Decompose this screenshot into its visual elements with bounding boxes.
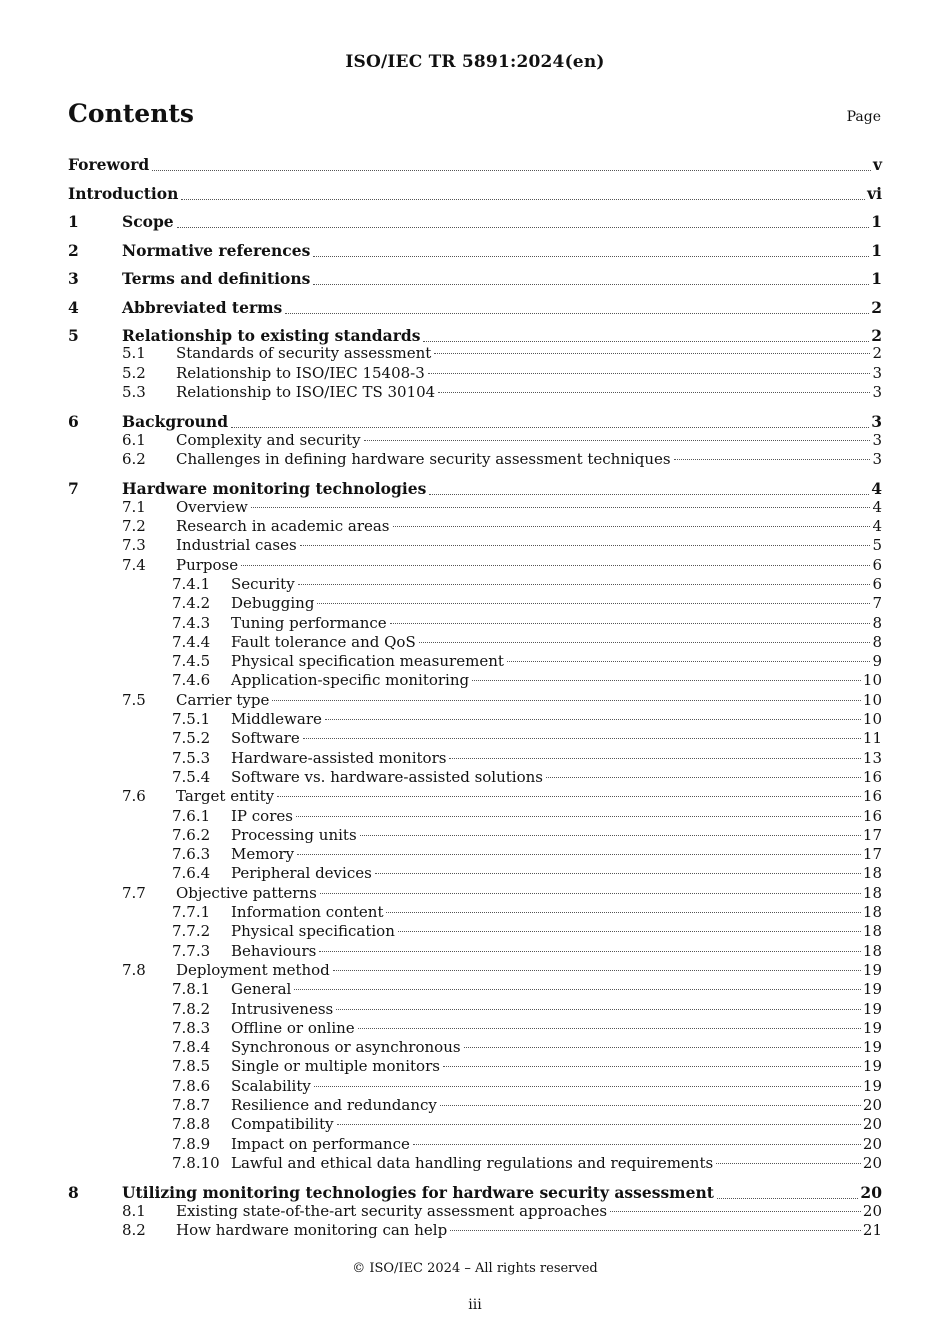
toc-entry-number: 5.2: [122, 363, 146, 382]
dot-leader: [546, 777, 861, 778]
toc-entry-number: 8: [68, 1183, 79, 1203]
toc-entry[interactable]: [68, 1115, 882, 1134]
dot-leader: [398, 931, 861, 932]
toc-entry-number: 7.3: [122, 536, 146, 555]
toc-entry-page: 3: [872, 363, 882, 382]
toc-entry-page: 20: [862, 1115, 882, 1134]
toc-entry-title: Complexity and security: [176, 430, 361, 449]
toc-entry-number: 6.2: [122, 449, 146, 468]
toc-entry-page: 18: [862, 941, 882, 960]
dot-leader: [450, 1230, 861, 1231]
toc-entry-title: Memory: [231, 845, 295, 864]
document-identifier: ISO/IEC TR 5891:2024(en): [345, 52, 605, 72]
toc-entry-title: Behaviours: [231, 941, 317, 960]
toc-entry-number: 7.5.2: [172, 729, 211, 748]
toc-entry-page: 11: [862, 729, 882, 748]
toc-entry[interactable]: [68, 633, 882, 652]
toc-entry[interactable]: [68, 845, 882, 864]
toc-entry-title: Tuning performance: [231, 613, 387, 632]
toc-entry-title: Purpose: [176, 555, 239, 574]
dot-leader: [152, 155, 871, 171]
toc-entry[interactable]: [68, 364, 882, 383]
toc-entry-page: 6: [872, 574, 882, 593]
toc-entry-page: 21: [862, 1220, 882, 1239]
toc-entry-number: 7.4.3: [172, 613, 211, 632]
dot-leader: [674, 459, 871, 460]
toc-entry-page: 1: [871, 269, 882, 288]
toc-entry-title: Fault tolerance and QoS: [231, 632, 416, 651]
dot-leader: [294, 989, 861, 990]
toc-entry-title: Synchronous or asynchronous: [231, 1038, 461, 1057]
dot-leader: [314, 1086, 861, 1087]
toc-entry-page: 20: [862, 1134, 882, 1153]
toc-entry-title: Relationship to existing standards: [122, 326, 421, 345]
toc-entry-number: 7.4.6: [172, 671, 211, 690]
toc-entry[interactable]: [68, 1202, 882, 1221]
toc-entry-number: 4: [68, 297, 79, 317]
toc-entry-title: Hardware monitoring technologies: [122, 479, 427, 499]
dot-leader: [277, 796, 861, 797]
toc-entry-number: 7.4.4: [172, 632, 211, 651]
dot-leader: [364, 440, 871, 441]
toc-entry-number: 7.5.4: [172, 767, 211, 786]
dot-leader: [251, 507, 871, 508]
toc-entry-page: 3: [872, 382, 882, 401]
dot-leader: [449, 758, 860, 759]
toc-entry-number: 7.6.1: [172, 806, 211, 825]
toc-entry[interactable]: [68, 154, 882, 183]
toc-entry-title: Offline or online: [231, 1018, 355, 1037]
toc-entry-title: IP cores: [231, 806, 293, 825]
toc-entry-page: 3: [872, 430, 882, 449]
toc-entry-number: 7.8.10: [172, 1153, 220, 1172]
toc-entry[interactable]: [68, 691, 882, 710]
toc-entry-title: Security: [231, 574, 295, 593]
toc-entry[interactable]: [68, 1000, 882, 1019]
toc-entry-title: Utilizing monitoring technologies for hardware security assessment: [122, 1183, 714, 1203]
toc-entry-number: 7.5.1: [172, 710, 211, 729]
toc-entry[interactable]: [68, 1154, 882, 1183]
toc-entry-page: 1: [871, 212, 882, 231]
toc-entry-number: 7.6.2: [172, 825, 211, 844]
toc-entry-page: 19: [862, 1038, 882, 1057]
dot-leader: [285, 298, 869, 314]
toc-entry-number: 7.5: [122, 690, 146, 709]
toc-entry-page: 20: [862, 1095, 882, 1114]
dot-leader: [241, 565, 870, 566]
dot-leader: [423, 326, 869, 342]
toc-entry-page: 9: [872, 652, 882, 671]
toc-entry[interactable]: [68, 1096, 882, 1115]
toc-entry-page: 18: [862, 903, 882, 922]
dot-leader: [390, 623, 871, 624]
toc-entry-number: 7.7.3: [172, 941, 211, 960]
toc-entry-number: 7: [68, 479, 79, 499]
toc-entry-title: General: [231, 980, 292, 999]
toc-entry-title: Hardware-assisted monitors: [231, 748, 447, 767]
toc-entry-page: 20: [862, 1153, 882, 1172]
toc-entry-page: 3: [872, 449, 882, 468]
toc-entry-page: 10: [862, 710, 882, 729]
toc-entry-title: Single or multiple monitors: [231, 1057, 440, 1076]
toc-entry-number: 3: [68, 269, 79, 288]
toc-entry-title: Intrusiveness: [231, 999, 334, 1018]
toc-entry-title: Software: [231, 729, 300, 748]
toc-entry[interactable]: [68, 1182, 882, 1201]
toc-entry[interactable]: [68, 1135, 882, 1154]
toc-entry-number: 7.8.9: [172, 1134, 211, 1153]
dot-leader: [319, 951, 861, 952]
toc-entry-number: 7.4.5: [172, 652, 211, 671]
toc-entry[interactable]: [68, 826, 882, 845]
toc-entry-title: Target entity: [176, 787, 275, 806]
toc-entry-number: 7.8.2: [172, 999, 211, 1018]
toc-entry[interactable]: [68, 787, 882, 806]
toc-entry-number: 7.8.4: [172, 1038, 211, 1057]
dot-leader: [320, 893, 861, 894]
toc-entry-number: 7.6.4: [172, 864, 211, 883]
toc-entry[interactable]: [68, 922, 882, 941]
toc-entry[interactable]: [68, 903, 882, 922]
toc-entry-number: 5: [68, 326, 79, 345]
copyright-footer: © ISO/IEC 2024 – All rights reserved: [352, 1261, 598, 1276]
toc-entry-number: 7.7.2: [172, 922, 211, 941]
toc-entry-title: Debugging: [231, 594, 315, 613]
toc-entry-title: Challenges in defining hardware security assessment techniques: [176, 449, 671, 468]
toc-entry-title: Compatibility: [231, 1115, 334, 1134]
toc-entry-number: 2: [68, 240, 79, 260]
dot-leader: [717, 1183, 859, 1199]
toc-entry-page: 18: [862, 864, 882, 883]
toc-entry-page: 8: [872, 613, 882, 632]
dot-leader: [472, 680, 861, 681]
toc-entry-number: 7.4: [122, 555, 146, 574]
toc-entry-title: Processing units: [231, 825, 357, 844]
toc-entry-number: 7.7.1: [172, 903, 211, 922]
toc-entry-page: 16: [862, 787, 882, 806]
toc-entry-page: 10: [862, 671, 882, 690]
toc-entry[interactable]: [68, 980, 882, 999]
toc-entry-page: 18: [862, 883, 882, 902]
toc-entry-page: 7: [872, 594, 882, 613]
toc-entry[interactable]: [68, 1077, 882, 1096]
toc-entry[interactable]: [68, 594, 882, 613]
dot-leader: [413, 1144, 861, 1145]
toc-entry-title: Application-specific monitoring: [231, 671, 470, 690]
toc-entry-page: 16: [862, 806, 882, 825]
toc-entry-title: Relationship to ISO/IEC TS 30104: [176, 382, 436, 401]
toc-entry-page: 17: [862, 845, 882, 864]
toc-entry[interactable]: [68, 556, 882, 575]
toc-entry-page: 4: [872, 517, 882, 536]
toc-entry[interactable]: [68, 498, 882, 517]
toc-entry[interactable]: [68, 517, 882, 536]
toc-entry[interactable]: [68, 211, 882, 240]
toc-entry[interactable]: [68, 614, 882, 633]
toc-entry-title: Terms and definitions: [122, 269, 311, 288]
dot-leader: [429, 479, 869, 495]
dot-leader: [181, 184, 865, 200]
toc-entry[interactable]: [68, 411, 882, 430]
toc-entry-number: 7.8.3: [172, 1018, 211, 1037]
toc-entry[interactable]: [68, 749, 882, 768]
toc-entry[interactable]: [68, 575, 882, 594]
dot-leader: [300, 545, 871, 546]
toc-entry-title: Software vs. hardware-assisted solutions: [231, 767, 543, 786]
dot-leader: [313, 241, 869, 257]
toc-entry-title: Relationship to ISO/IEC 15408-3: [176, 363, 425, 382]
toc-entry-title: Objective patterns: [176, 883, 317, 902]
toc-entry-page: 4: [871, 479, 882, 499]
page-column-label: Page: [846, 109, 881, 125]
toc-entry-page: 2: [871, 326, 882, 345]
toc-entry-title: Physical specification measurement: [231, 652, 504, 671]
toc-entry-page: 8: [872, 632, 882, 651]
dot-leader: [272, 700, 861, 701]
toc-entry-page: 19: [862, 1018, 882, 1037]
toc-entry-number: 7.8.7: [172, 1095, 211, 1114]
toc-entry-number: 7.2: [122, 517, 146, 536]
toc-entry-number: 5.1: [122, 344, 146, 363]
toc-entry[interactable]: [68, 183, 882, 212]
toc-entry[interactable]: [68, 240, 882, 269]
toc-entry-number: 8.2: [122, 1220, 146, 1239]
toc-entry[interactable]: [68, 1019, 882, 1038]
toc-entry-page: 17: [862, 825, 882, 844]
table-of-contents: [68, 154, 882, 1240]
toc-entry-number: 1: [68, 212, 79, 231]
toc-entry[interactable]: [68, 884, 882, 903]
toc-entry-number: 6: [68, 412, 79, 432]
dot-leader: [358, 1028, 861, 1029]
toc-entry-title: Abbreviated terms: [122, 297, 283, 317]
toc-entry-page: 5: [872, 536, 882, 555]
toc-entry-title: Information content: [231, 903, 384, 922]
toc-entry-page: 2: [872, 344, 882, 363]
toc-entry-page: 16: [862, 767, 882, 786]
toc-entry-page: 20: [862, 1201, 882, 1220]
dot-leader: [434, 353, 870, 354]
toc-entry-title: Carrier type: [176, 690, 270, 709]
toc-entry-number: 7.8.1: [172, 980, 211, 999]
toc-entry-page: 20: [860, 1183, 882, 1203]
toc-entry[interactable]: [68, 1057, 882, 1076]
toc-entry-title: Normative references: [122, 240, 311, 260]
toc-entry-page: 10: [862, 690, 882, 709]
toc-entry-title: Industrial cases: [176, 536, 297, 555]
toc-entry[interactable]: [68, 729, 882, 748]
toc-entry[interactable]: [68, 768, 882, 787]
toc-entry-title: Impact on performance: [231, 1134, 410, 1153]
toc-entry-page: 4: [872, 497, 882, 516]
toc-entry-title: Research in academic areas: [176, 517, 390, 536]
toc-entry-number: 8.1: [122, 1201, 146, 1220]
toc-entry[interactable]: [68, 297, 882, 326]
toc-entry[interactable]: [68, 710, 882, 729]
toc-entry[interactable]: [68, 864, 882, 883]
toc-entry-title: Overview: [176, 497, 248, 516]
toc-entry[interactable]: [68, 671, 882, 690]
toc-entry-title: Middleware: [231, 710, 322, 729]
toc-entry-title: Scalability: [231, 1076, 311, 1095]
toc-entry[interactable]: [68, 807, 882, 826]
toc-entry-page: 18: [862, 922, 882, 941]
toc-entry-title: Existing state-of-the-art security assessment approaches: [176, 1201, 608, 1220]
toc-entry-page: 2: [871, 297, 882, 317]
toc-entry[interactable]: [68, 1038, 882, 1057]
toc-entry-number: 7.4.2: [172, 594, 211, 613]
toc-entry[interactable]: [68, 478, 882, 497]
dot-leader: [438, 392, 870, 393]
dot-leader: [610, 1211, 861, 1212]
toc-entry-title: Physical specification: [231, 922, 395, 941]
toc-entry-page: 19: [862, 1057, 882, 1076]
toc-entry-page: 19: [862, 1076, 882, 1095]
dot-leader: [296, 816, 861, 817]
dot-leader: [333, 970, 861, 971]
toc-entry-number: 7.5.3: [172, 748, 211, 767]
toc-entry-title: Resilience and redundancy: [231, 1095, 437, 1114]
toc-entry-title: Foreword: [68, 155, 150, 174]
toc-entry-title: Background: [122, 412, 229, 432]
toc-entry-page: 13: [862, 748, 882, 767]
dot-leader: [464, 1047, 861, 1048]
toc-entry-page: vi: [867, 183, 882, 203]
dot-leader: [297, 854, 861, 855]
toc-entry-number: 6.1: [122, 430, 146, 449]
toc-entry[interactable]: [68, 450, 882, 479]
toc-entry[interactable]: [68, 942, 882, 961]
toc-entry-title: Standards of security assessment: [176, 344, 432, 363]
toc-entry-title: Lawful and ethical data handling regulations and requirements: [231, 1153, 714, 1172]
toc-entry-title: Deployment method: [176, 960, 330, 979]
toc-entry-title: How hardware monitoring can help: [176, 1220, 448, 1239]
page-number: iii: [468, 1297, 482, 1313]
toc-entry[interactable]: [68, 383, 882, 412]
toc-entry[interactable]: [68, 268, 882, 297]
toc-entry-number: 7.7: [122, 883, 146, 902]
toc-entry-number: 7.8: [122, 960, 146, 979]
toc-entry-title: Introduction: [68, 183, 179, 203]
toc-entry-number: 7.6.3: [172, 845, 211, 864]
toc-entry[interactable]: [68, 536, 882, 555]
dot-leader: [507, 661, 871, 662]
toc-entry[interactable]: [68, 1221, 882, 1240]
toc-entry-number: 7.6: [122, 787, 146, 806]
dot-leader: [336, 1009, 861, 1010]
dot-leader: [360, 835, 861, 836]
contents-heading: Contents: [68, 99, 195, 128]
dot-leader: [716, 1163, 861, 1164]
dot-leader: [313, 269, 869, 285]
toc-entry-page: 19: [862, 960, 882, 979]
toc-entry-number: 7.8.6: [172, 1076, 211, 1095]
toc-entry-page: 19: [862, 999, 882, 1018]
toc-entry[interactable]: [68, 431, 882, 450]
toc-entry-title: Peripheral devices: [231, 864, 372, 883]
dot-leader: [231, 412, 869, 428]
toc-entry-page: 1: [871, 240, 882, 260]
toc-entry[interactable]: [68, 961, 882, 980]
toc-entry-number: 5.3: [122, 382, 146, 401]
dot-leader: [325, 719, 861, 720]
toc-entry-number: 7.4.1: [172, 574, 211, 593]
toc-entry-title: Scope: [122, 212, 174, 231]
dot-leader: [298, 584, 871, 585]
toc-entry[interactable]: [68, 325, 882, 344]
dot-leader: [317, 603, 870, 604]
toc-entry-number: 7.8.5: [172, 1057, 211, 1076]
dot-leader: [443, 1066, 861, 1067]
toc-entry-number: 7.8.8: [172, 1115, 211, 1134]
toc-entry-number: 7.1: [122, 497, 146, 516]
dot-leader: [375, 873, 861, 874]
toc-entry-page: 19: [862, 980, 882, 999]
dot-leader: [440, 1105, 861, 1106]
dot-leader: [393, 526, 871, 527]
dot-leader: [419, 642, 871, 643]
dot-leader: [337, 1124, 861, 1125]
dot-leader: [177, 212, 870, 228]
dot-leader: [386, 912, 860, 913]
dot-leader: [303, 738, 861, 739]
toc-entry[interactable]: [68, 652, 882, 671]
dot-leader: [428, 373, 871, 374]
toc-entry-page: v: [872, 155, 882, 174]
toc-entry[interactable]: [68, 344, 882, 363]
toc-entry-page: 6: [872, 555, 882, 574]
toc-entry-page: 3: [871, 412, 882, 432]
